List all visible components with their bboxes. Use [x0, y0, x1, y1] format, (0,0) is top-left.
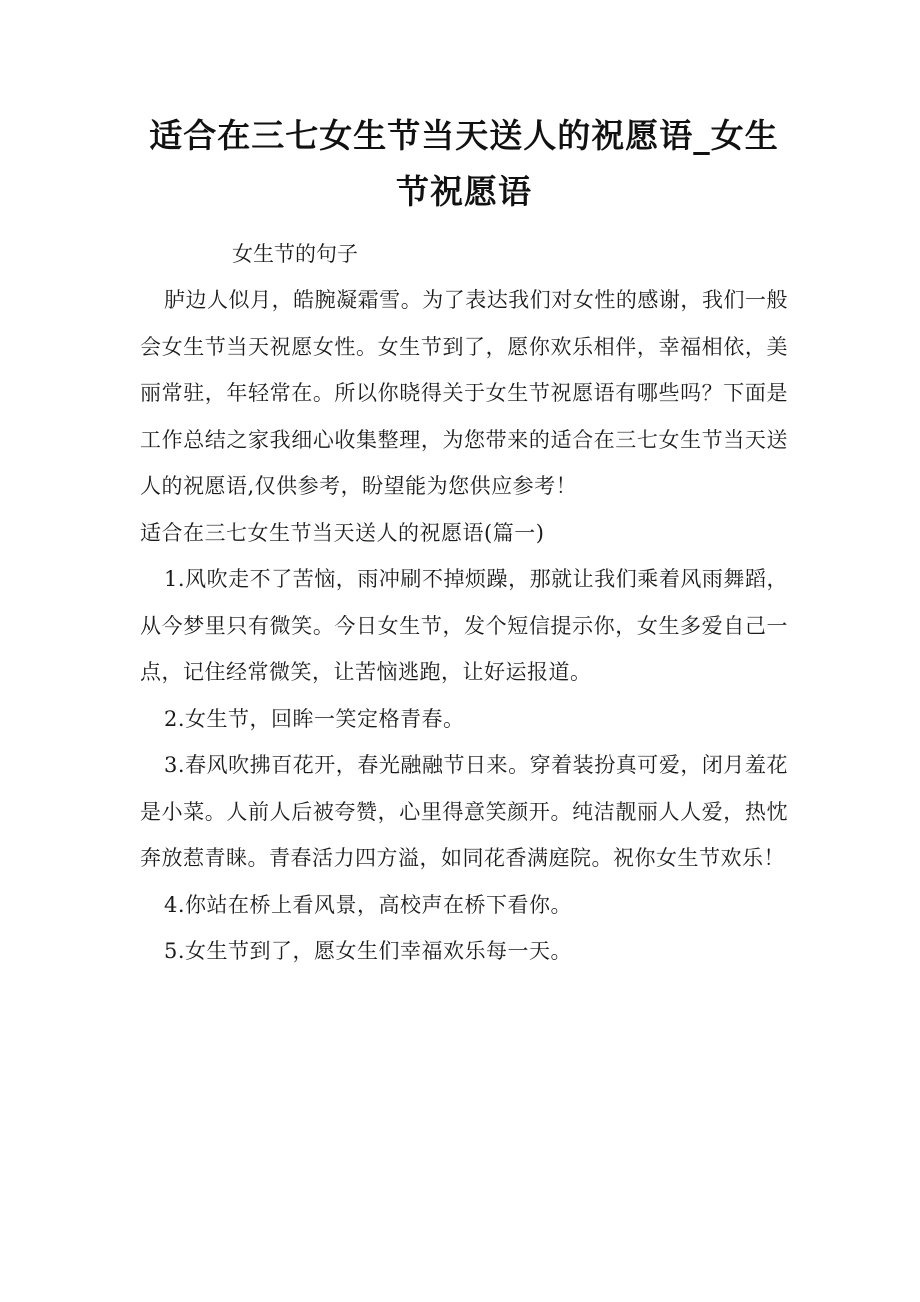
list-item-1: 1.风吹走不了苦恼，雨冲刷不掉烦躁，那就让我们乘着风雨舞蹈，从今梦里只有微笑。今日女生节，发个短信提示你，女生多爱自己一点，记住经常微笑，让苦恼逃跑，让好运报道。 — [140, 567, 788, 684]
list-item-3: 3.春风吹拂百花开，春光融融节日来。穿着装扮真可爱，闭月羞花是小菜。人前人后被夸赞，心里得意笑颜开。纯洁靓丽人人爱，热忱奔放惹青睐。青春活力四方溢，如同花香满庭院。祝你女生节欢乐！ — [140, 753, 788, 870]
list-item-4: 4.你站在桥上看风景，高校声在桥下看你。 — [164, 892, 573, 917]
section-heading: 适合在三七女生节当天送人的祝愿语(篇一) — [140, 520, 545, 545]
document-title — [140, 108, 788, 220]
title-line-2: 节祝愿语 — [396, 172, 532, 211]
list-item-5: 5.女生节到了，愿女生们幸福欢乐每一天。 — [164, 939, 573, 963]
list-item-2: 2.女生节，回眸一笑定格青春。 — [164, 706, 465, 731]
title-line-1: 适合在三七女生节当天送人的祝愿语_女生 — [149, 116, 779, 155]
document-subtitle: 女生节的句子 — [232, 242, 358, 266]
document-page — [140, 108, 788, 975]
intro-paragraph: 胪边人似月，皓腕凝霜雪。为了表达我们对女性的感谢，我们一般会女生节当天祝愿女性。女生节到了，愿你欢乐相伴，幸福相依，美丽常驻，年轻常在。所以你晓得关于女生节祝愿语有哪些吗？下面是工作总结之家我细心收集整理，为您带来的适合在三七女生节当天送人的祝愿语,仅供参考，盼望能为您供应参考！ — [140, 288, 788, 498]
